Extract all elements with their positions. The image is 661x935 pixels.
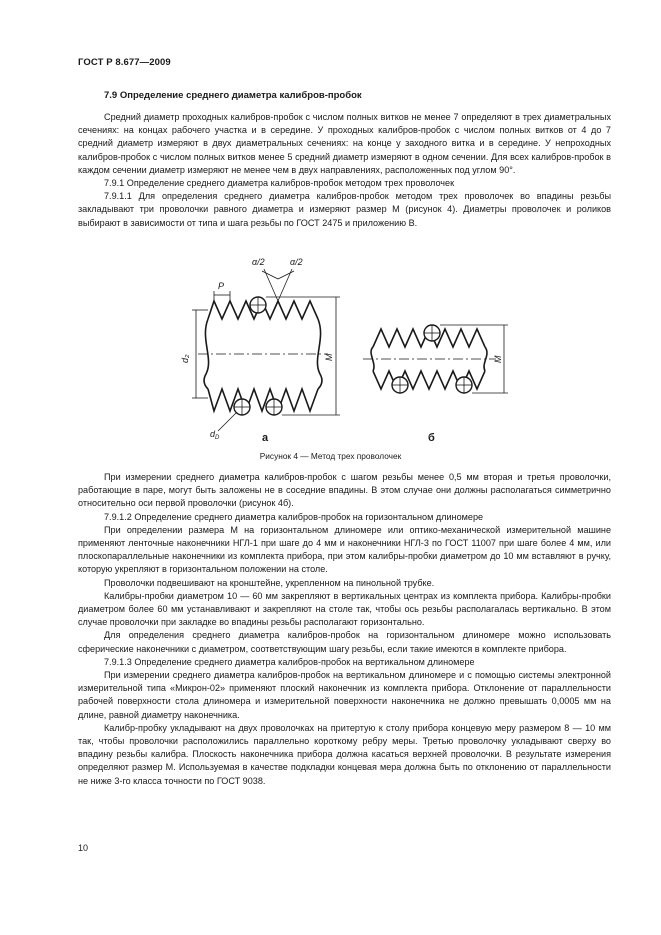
paragraph: При измерении среднего диаметра калибров-пробок на вертикальном длиномере и с помощью системы электронной измерительной типа «Микрон-02» применяют плоский наконечник из комплекта прибора. Отклонение от параллельности рабочей поверхности стола длиномера и измерительной поверхности наконечника не должно превышать 0,0005 мм на длине, равной диаметру наконечника. <box>78 670 611 720</box>
subsection-heading: 7.9.1 Определение среднего диаметра калибров-пробок методом трех проволочек <box>104 178 455 189</box>
text-block-1 <box>78 111 611 230</box>
paragraph: Проволочки подвешивают на кронштейне, укрепленном на пинольной трубке. <box>104 577 435 588</box>
label-m-b: M <box>493 355 503 363</box>
paragraph: При измерении среднего диаметра калибров-пробок с шагом резьбы менее 0,5 мм вторая и третья проволочки, работающие в паре, могут быть заложены не в соседние впадины. В этом случае они должны располагаться симметрично относительно оси первой проволочки (рисунок 4б). <box>78 472 611 509</box>
paragraph: Для определения среднего диаметра калибров-пробок на горизонтальном длиномере можно использовать сферические наконечники с диаметром, соответствующим шагу резьбы, если такие имеются в комплекте прибора. <box>78 630 611 654</box>
figure-three-wire-method <box>178 249 520 449</box>
label-d-wire: $d_D$ <box>210 429 220 441</box>
label-m-a: M <box>324 353 334 361</box>
figure-part-a-label: а <box>262 432 269 444</box>
label-d2: d₂ <box>180 354 190 363</box>
page-number: 10 <box>78 843 89 853</box>
label-alpha-right: α/2 <box>290 257 303 267</box>
paragraph: При определении размера М на горизонтальном длиномере или оптико-механической измерительной машине применяют ленточные наконечники НГЛ-1 при шаге до 4 мм и наконечники НГЛ-3 по ГОСТ 11007 при шаге более 4 мм, или плоскопараллельные наконечники из комплекта прибора, при этом калибры-пробки диаметром до 10 мм вставляют в ручку, которую укрепляют в горизонтальном положении на столе. <box>78 524 611 575</box>
paragraph: 7.9.1.1 Для определения среднего диаметра калибров-пробок методом трех проволочек во впадины резьбы закладывают три проволочки равного диаметра и измеряют размер M (рисунок 4). Диаметры проволочек и роликов выбирают в зависимости от типа и шага резьбы по ГОСТ 2475 и приложению В. <box>78 191 611 228</box>
thread-profile-bottom <box>208 389 318 411</box>
label-alpha-left: α/2 <box>252 257 265 267</box>
paragraph: Средний диаметр проходных калибров-пробок с числом полных витков не менее 7 определяют в трех диаметральных сечениях: на концах рабочего участка и в середине. У проходных калибров-пробок с числом полных витков от 4 до 7 средний диаметр измеряют в двух диаметральных сечениях: на конце у заходного витка и в середине. У непроходных калибров-пробок с числом полных витков менее 5 средний диаметр измеряют в одном сечении. Для всех калибров-пробок в каждом сечении диаметр измеряют не менее чем в двух направлениях, расположенных под углом 90°. <box>78 112 611 175</box>
subsection-heading: 7.9.1.3 Определение среднего диаметра калибров-пробок на вертикальном длиномере <box>104 656 475 667</box>
paragraph: Калибры-пробки диаметром 10 — 60 мм закрепляют в вертикальных центрах из комплекта прибора. Калибры-пробки диаметром более 60 мм устанавливают и закрепляют на столе так, чтобы ось резьбы располагалась вертикально. В этом случае проволочки при закладке во впадины резьбы располагают горизонтально. <box>78 590 611 628</box>
figure-part-b-label: б <box>428 432 435 444</box>
paragraph: Калибр-пробку укладывают на двух проволочках на притертую к столу прибора концевую меру размером 8 — 10 мм так, чтобы проволочки расположились параллельно короткому ребру меры. Третью проволочку укладывают сверху во впадину резьбы калибра. Плоскость наконечника прибора должна касаться верхней проволочки. В результате измерения определяют размер M. Используемая в качестве подкладки концевая мера должна быть по отклонению от параллельности не ниже 3-го класса точности по ГОСТ 9038. <box>78 722 611 786</box>
text-block-2 <box>78 471 611 788</box>
section-title: 7.9 Определение среднего диаметра калибров-пробок <box>104 90 362 101</box>
document-header: ГОСТ Р 8.677—2009 <box>78 57 171 68</box>
label-pitch: P <box>218 281 225 291</box>
figure-caption: Рисунок 4 — Метод трех проволочек <box>259 451 402 461</box>
subsection-heading: 7.9.1.2 Определение среднего диаметра калибров-пробок на горизонтальном длиномере <box>104 511 484 522</box>
